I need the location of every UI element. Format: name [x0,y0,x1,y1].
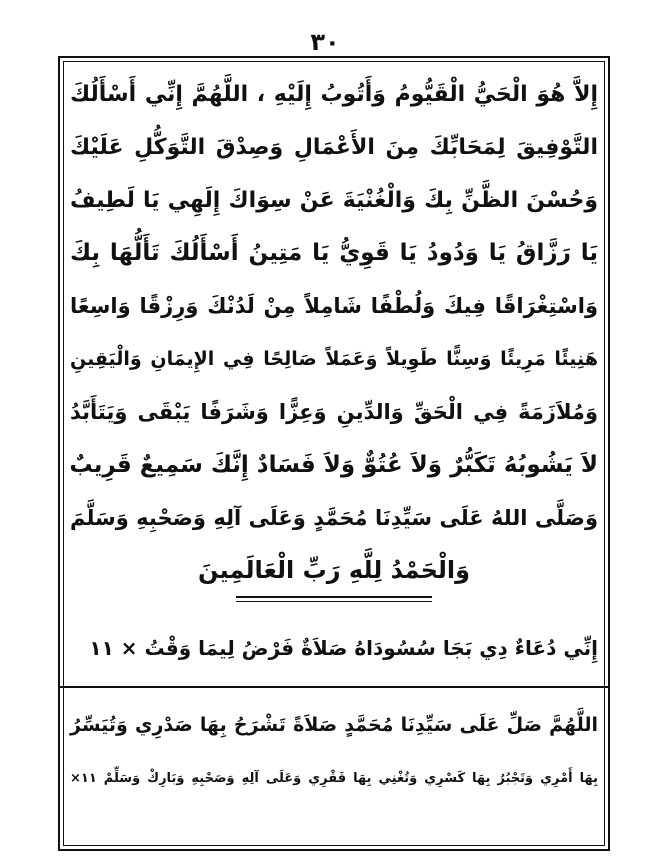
main-prayer-line: وَحُسْنَ الظَّنِّ بِكَ وَالْغُنْيَةَ عَنْ سِوَاكَ إِلَهِي يَا لَطِيفُ [70,188,598,213]
page-frame [58,56,610,851]
main-prayer-line: هَنِيئًا مَرِيئًا وَسِنًّا طَوِيلاً وَعَمَلاً صَالِحًا فِي الإِيمَانِ وَالْيَقِينِ [70,348,598,370]
closing-line: وَالْحَمْدُ لِلَّهِ رَبِّ الْعَالَمِينَ [197,556,471,584]
main-prayer-line: وَصَلَّى اللهُ عَلَى سَيِّدِنَا مُحَمَّدٍ وَعَلَى آلِهِ وَصَحْبِهِ وَسَلَّمَ [70,506,598,530]
section-divider [236,596,432,602]
main-prayer-line: إِلاَّ هُوَ الْحَيُّ الْقَيُّومُ وَأَتُوبُ إِلَيْهِ ، اللَّهُمَّ إِنِّي أَسْأَلُكَ [70,82,598,107]
main-prayer [70,68,598,595]
main-prayer-line: وَاسْتِغْرَاقًا فِيكَ وَلُطْفًا شَامِلاً مِنْ لَدُنْكَ وَرِزْقًا وَاسِعًا [70,294,598,318]
intro-line: إِنِّي دُعَاءٌ دِي بَجَا سُسُودَاهُ صَلاَةٌ فَرْضُ لِيمَا وَقْتُ × ١١ [89,636,598,660]
main-prayer-line: وَمُلاَزَمَةً فِي الْحَقِّ وَالدِّينِ وَعِزًّا وَشَرَفًا يَبْقَى وَيَتَأَبَّدُ [70,400,598,424]
second-prayer-line: اللَّهُمَّ صَلِّ عَلَى سَيِّدِنَا مُحَمَّدٍ صَلاَةً تَشْرَحُ بِهَا صَدْرِي وَتُيَسِّرُ [70,714,598,736]
page-number: ٣٠ [310,28,340,56]
main-prayer-line: يَا رَزَّاقُ يَا وَدُودُ يَا قَوِيُّ يَا مَتِينُ أَسْأَلُكَ تَأَلُّهَا بِكَ [70,240,598,266]
main-prayer-line: التَّوْفِيقَ لِمَحَابِّكَ مِنَ الأَعْمَالِ وَصِدْقَ التَّوَكُّلِ عَلَيْكَ [70,135,598,160]
second-prayer [70,698,598,806]
main-prayer-line: لاَ يَشُوبُهُ تَكَبُّرٌ وَلاَ عُتُوٌّ وَلاَ فَسَادٌ إِنَّكَ سَمِيعٌ قَرِيبٌ [69,452,598,478]
second-prayer-line: بِهَا أَمْرِي وَتَجْبُرُ بِهَا كَسْرِي وَتُغْنِي بِهَا فَقْرِي وَعَلَى آلِهِ وَصَحْبِهِ وَبَارِكْ وَسَلِّمْ ١١× [70,771,598,786]
section-rule [60,686,608,688]
